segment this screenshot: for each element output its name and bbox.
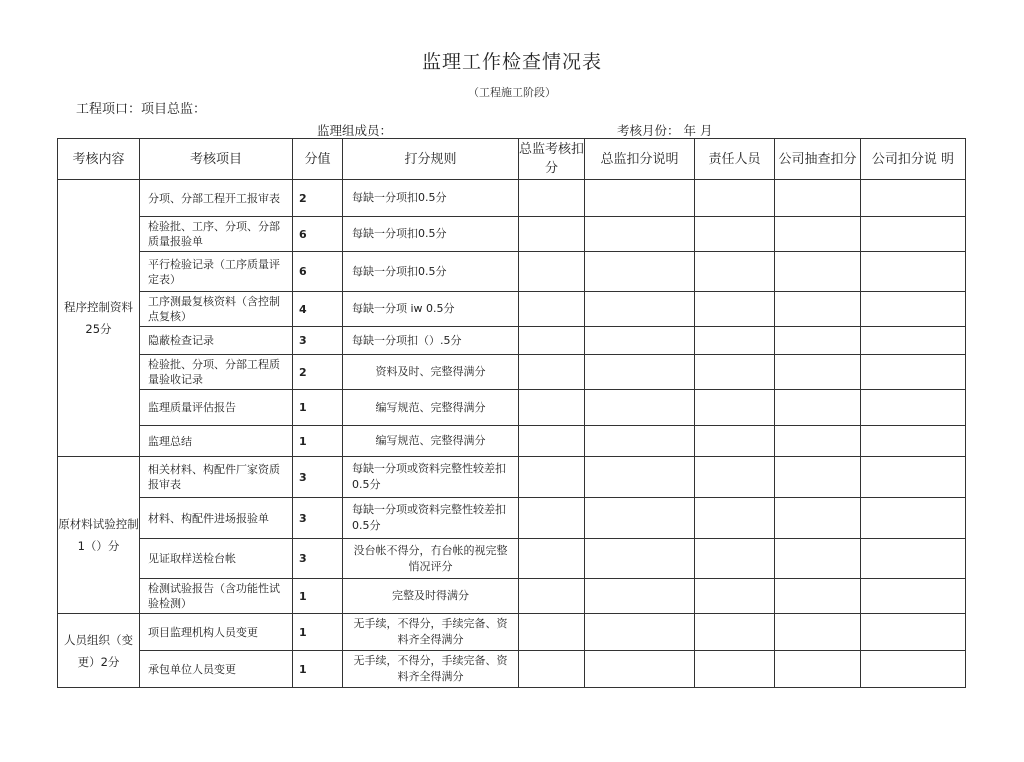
- rule-cell: 没台帐不得分，冇台帐的视完整悄况评分: [343, 539, 519, 579]
- header-content: 考核内容: [58, 139, 140, 180]
- header-row: [58, 139, 966, 180]
- item-cell: 监理质量评估报告: [140, 390, 293, 426]
- table-row: [58, 217, 966, 252]
- chief-deduct-cell[interactable]: [519, 579, 585, 614]
- responsible-cell[interactable]: [695, 327, 775, 355]
- page-subtitle: （工程施工阶段）: [468, 86, 556, 99]
- table-row: [58, 651, 966, 688]
- chief-note-cell[interactable]: [585, 539, 695, 579]
- responsible-cell[interactable]: [695, 614, 775, 651]
- table-row: [58, 355, 966, 390]
- company-check-cell[interactable]: [775, 498, 861, 539]
- item-cell: 监理总结: [140, 426, 293, 457]
- item-cell: 检验批、工序、分项、分部质量报验单: [140, 217, 293, 252]
- company-check-cell[interactable]: [775, 614, 861, 651]
- company-note-cell[interactable]: [861, 498, 966, 539]
- table-row: [58, 579, 966, 614]
- header-item: 考核项目: [140, 139, 293, 180]
- responsible-cell[interactable]: [695, 390, 775, 426]
- table-row: [58, 457, 966, 498]
- item-cell: 承包单位人员变更: [140, 651, 293, 688]
- chief-note-cell[interactable]: [585, 426, 695, 457]
- score-cell: 1: [293, 614, 343, 651]
- company-note-cell[interactable]: [861, 651, 966, 688]
- item-cell: 相关材料、构配件厂家资质报审表: [140, 457, 293, 498]
- header-company-check: 公司抽查扣分: [775, 139, 861, 180]
- rule-cell: 编写规范、完整得满分: [343, 390, 519, 426]
- responsible-cell[interactable]: [695, 498, 775, 539]
- table-row: [58, 614, 966, 651]
- header-chief-deduct: 总监考核扣分: [519, 139, 585, 180]
- chief-deduct-cell[interactable]: [519, 651, 585, 688]
- responsible-cell[interactable]: [695, 539, 775, 579]
- table-row: [58, 426, 966, 457]
- chief-deduct-cell[interactable]: [519, 252, 585, 292]
- score-cell: 3: [293, 327, 343, 355]
- header-chief-note: 总监扣分说明: [585, 139, 695, 180]
- chief-deduct-cell[interactable]: [519, 498, 585, 539]
- score-cell: 6: [293, 217, 343, 252]
- score-cell: 1: [293, 651, 343, 688]
- responsible-cell[interactable]: [695, 180, 775, 217]
- chief-note-cell[interactable]: [585, 457, 695, 498]
- chief-deduct-cell[interactable]: [519, 457, 585, 498]
- rule-cell: 每缺一分项 iw 0.5分: [343, 292, 519, 327]
- company-check-cell[interactable]: [775, 539, 861, 579]
- table-row: [58, 252, 966, 292]
- rule-cell: 完整及时得满分: [343, 579, 519, 614]
- table-row: [58, 292, 966, 327]
- rule-cell: 每缺一分项或资料完整性较差扣0.5分: [343, 457, 519, 498]
- table-row: [58, 498, 966, 539]
- score-cell: 1: [293, 579, 343, 614]
- company-check-cell[interactable]: [775, 327, 861, 355]
- category-cell: 程序控制资料 25分: [58, 180, 140, 457]
- company-note-cell[interactable]: [861, 539, 966, 579]
- month-line: 考核月份： 年 月: [617, 123, 713, 138]
- score-cell: 4: [293, 292, 343, 327]
- company-check-cell[interactable]: [775, 426, 861, 457]
- rule-cell: 每缺一分项扣0.5分: [343, 217, 519, 252]
- item-cell: 检验批、分项、分部工程质量验收记录: [140, 355, 293, 390]
- members-line: 监理组成员：: [317, 123, 393, 138]
- chief-deduct-cell[interactable]: [519, 355, 585, 390]
- category-cell: 人员组织（变更）2分: [58, 614, 140, 688]
- item-cell: 分项、分部工程开工报审表: [140, 180, 293, 217]
- company-note-cell[interactable]: [861, 217, 966, 252]
- company-check-cell[interactable]: [775, 355, 861, 390]
- company-note-cell[interactable]: [861, 614, 966, 651]
- chief-note-cell[interactable]: [585, 355, 695, 390]
- table-row: [58, 327, 966, 355]
- chief-deduct-cell[interactable]: [519, 180, 585, 217]
- responsible-cell[interactable]: [695, 355, 775, 390]
- chief-note-cell[interactable]: [585, 292, 695, 327]
- company-check-cell[interactable]: [775, 180, 861, 217]
- rule-cell: 无手续，不得分，手续完备、资料齐全得满分: [343, 651, 519, 688]
- item-cell: 项目监理机构人员变更: [140, 614, 293, 651]
- table-row: [58, 539, 966, 579]
- chief-note-cell[interactable]: [585, 390, 695, 426]
- chief-note-cell[interactable]: [585, 217, 695, 252]
- chief-deduct-cell[interactable]: [519, 292, 585, 327]
- chief-note-cell[interactable]: [585, 327, 695, 355]
- inspection-table: [57, 138, 966, 688]
- project-line: 工程项口：项目总监：: [76, 102, 207, 117]
- rule-cell: 每缺一分项扣0.5分: [343, 180, 519, 217]
- score-cell: 3: [293, 539, 343, 579]
- company-note-cell[interactable]: [861, 355, 966, 390]
- company-note-cell[interactable]: [861, 292, 966, 327]
- responsible-cell[interactable]: [695, 457, 775, 498]
- company-check-cell[interactable]: [775, 579, 861, 614]
- company-check-cell[interactable]: [775, 457, 861, 498]
- table-row: [58, 390, 966, 426]
- item-cell: 检测试验报告（含功能性试验检测）: [140, 579, 293, 614]
- page-title: 监理工作检查情况表: [421, 51, 602, 73]
- header-responsible: 责任人员: [695, 139, 775, 180]
- score-cell: 1: [293, 390, 343, 426]
- score-cell: 6: [293, 252, 343, 292]
- company-check-cell[interactable]: [775, 651, 861, 688]
- rule-cell: 每缺一分项或资料完整性较差扣0.5分: [343, 498, 519, 539]
- table-row: [58, 180, 966, 217]
- rule-cell: 每缺一分项扣（）.5分: [343, 327, 519, 355]
- rule-cell: 编写规范、完整得满分: [343, 426, 519, 457]
- score-cell: 2: [293, 180, 343, 217]
- company-check-cell[interactable]: [775, 292, 861, 327]
- chief-deduct-cell[interactable]: [519, 390, 585, 426]
- chief-deduct-cell[interactable]: [519, 217, 585, 252]
- item-cell: 见证取样送检台帐: [140, 539, 293, 579]
- company-note-cell[interactable]: [861, 327, 966, 355]
- company-check-cell[interactable]: [775, 252, 861, 292]
- header-rule: 打分规则: [343, 139, 519, 180]
- chief-note-cell[interactable]: [585, 252, 695, 292]
- company-note-cell[interactable]: [861, 180, 966, 217]
- responsible-cell[interactable]: [695, 217, 775, 252]
- rule-cell: 每缺一分项扣0.5分: [343, 252, 519, 292]
- header-company-note: 公司扣分说 明: [861, 139, 966, 180]
- header-score: 分值: [293, 139, 343, 180]
- chief-deduct-cell[interactable]: [519, 426, 585, 457]
- score-cell: 1: [293, 426, 343, 457]
- company-note-cell[interactable]: [861, 252, 966, 292]
- chief-note-cell[interactable]: [585, 614, 695, 651]
- chief-deduct-cell[interactable]: [519, 327, 585, 355]
- company-note-cell[interactable]: [861, 579, 966, 614]
- company-note-cell[interactable]: [861, 426, 966, 457]
- item-cell: 平行检验记录（工序质量评定表）: [140, 252, 293, 292]
- chief-note-cell[interactable]: [585, 651, 695, 688]
- responsible-cell[interactable]: [695, 651, 775, 688]
- score-cell: 2: [293, 355, 343, 390]
- score-cell: 3: [293, 498, 343, 539]
- rule-cell: 资料及时、完整得满分: [343, 355, 519, 390]
- company-check-cell[interactable]: [775, 217, 861, 252]
- rule-cell: 无手续，不得分，手续完备、资料齐全得满分: [343, 614, 519, 651]
- item-cell: 工序测最复核资料（含控制点复核）: [140, 292, 293, 327]
- category-cell: 原材料试验控制 1（）分: [58, 457, 140, 614]
- chief-deduct-cell[interactable]: [519, 614, 585, 651]
- company-note-cell[interactable]: [861, 457, 966, 498]
- responsible-cell[interactable]: [695, 292, 775, 327]
- item-cell: 隐蔽检查记录: [140, 327, 293, 355]
- chief-note-cell[interactable]: [585, 180, 695, 217]
- chief-note-cell[interactable]: [585, 579, 695, 614]
- company-note-cell[interactable]: [861, 390, 966, 426]
- responsible-cell[interactable]: [695, 579, 775, 614]
- chief-deduct-cell[interactable]: [519, 539, 585, 579]
- responsible-cell[interactable]: [695, 252, 775, 292]
- responsible-cell[interactable]: [695, 426, 775, 457]
- item-cell: 材料、构配件进场报验单: [140, 498, 293, 539]
- score-cell: 3: [293, 457, 343, 498]
- chief-note-cell[interactable]: [585, 498, 695, 539]
- company-check-cell[interactable]: [775, 390, 861, 426]
